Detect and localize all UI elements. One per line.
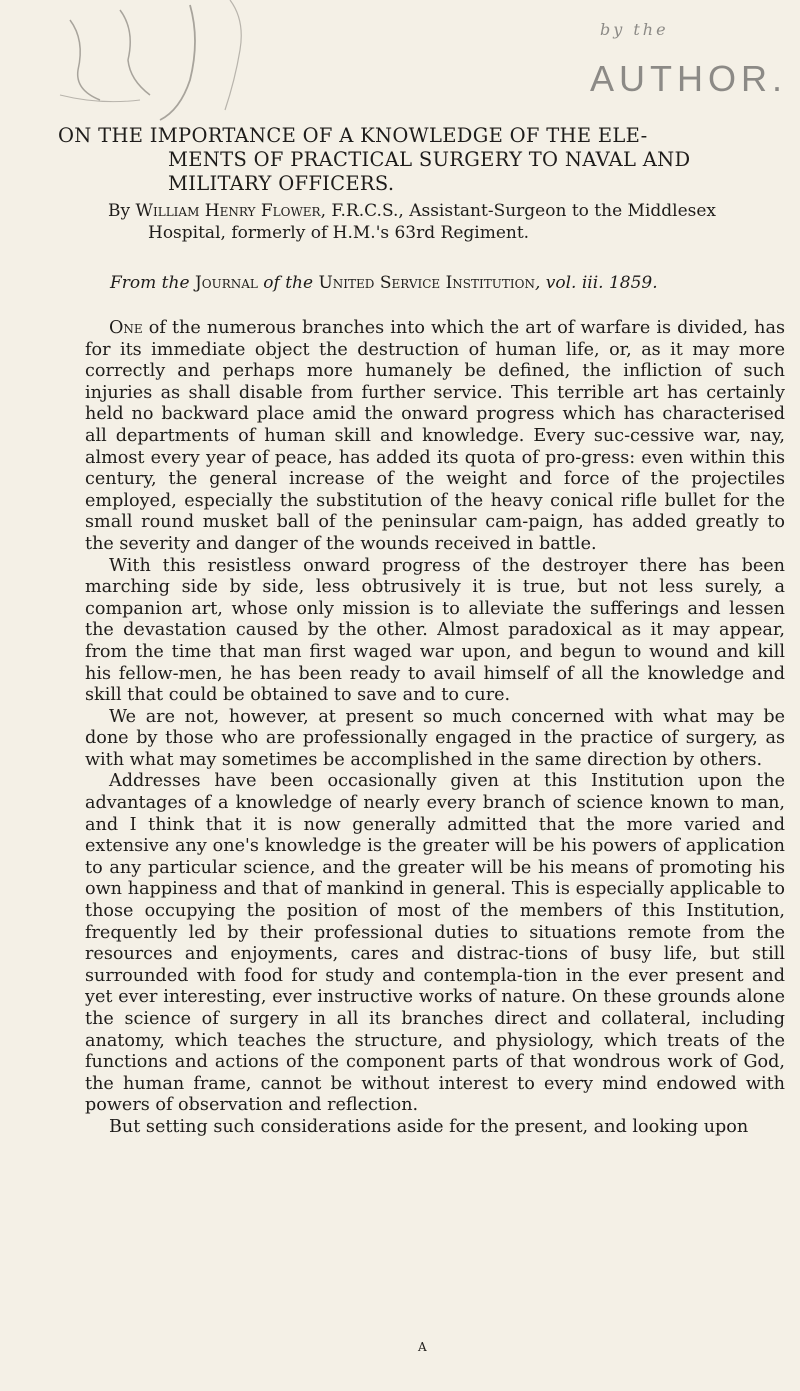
title-line-3: MILITARY OFFICERS. [168,172,395,195]
author-byline [108,200,788,244]
source-volume: , vol. iii. 1859. [534,273,658,293]
source-journal: Journal [194,273,258,293]
paragraph-5: But setting such considerations aside for the present, and looking upon [109,1116,749,1137]
inscription-author: AUTHOR. [590,58,787,99]
byline-author: William Henry Flower [135,201,321,221]
article-title [58,124,758,196]
byline-prefix: By [108,201,131,221]
signature-mark: A [418,1340,427,1354]
source-institution: United Service Institution [318,273,535,293]
paragraph-1-first-word: One [109,318,143,338]
paragraph-1 [85,318,785,556]
handwritten-inscription [505,18,795,108]
paragraph-2: With this resistless onward progress of the destroyer there has been marching side by side, less obtrusively it is true, but not less surely, a companion art, whose only mission is to alleviate the sufferings and lessen the devastation caused by the other. Almost paradoxical as it may appear, from the time that man first waged war upon, and begun to wound and kill his fellow-men, he has been ready to avail himself of all the knowledge and skill that could be obtained to save and to cure. [85,555,785,706]
source-of-the: of the [263,273,314,293]
byline-line-2: Hospital, formerly of H.M.'s 63rd Regiment. [148,223,530,243]
paragraph-3: We are not, however, at present so much concerned with what may be done by those who are professionally engaged in the practice of surgery, as with what may sometimes be accomplished in the same direction by others. [85,706,785,770]
paragraph-4: Addresses have been occasionally given at this Institution upon the advantages of a knowledge of nearly every branch of science known to man, and I think that it is now generally admitted that the more varied and extensive any one's knowledge is the greater will be his powers of application to any particular science, and the greater will be his means of promoting his own happiness and that of mankind in general. This is especially applicable to those occupying the position of most of the members of this Institution, frequently led by their professional duties to situations remote from the resources and enjoyments, cares and distrac-tions of busy life, but still surrounded with food for study and contempla-tion in the ever present and yet ever interesting, ever instructive works of nature. On these grounds alone the science of surgery in all its branches direct and collateral, including anatomy, which teaches the structure, and physiology, which treats of the functions and actions of the component parts of that wondrous work of God, the human frame, cannot be without interest to every mind endowed with powers of observation and reflection. [85,771,785,1116]
paragraph-1-text: of the numerous branches into which the art of warfare is divided, has for its immediate object the destruction of human life, or, as it may more correctly and perhaps more humanely be defined, the infliction of such injuries as shall disable from further service. This terrible art has certainly held no backward place amid the onward progress which has characterised all departments of human skill and knowledge. Every suc-cessive war, nay, almost every year of peace, has added its quota of pro-gress: even within this century, the general increase of the weight and force of the projectiles employed, especially the substitution of the heavy conical rifle bullet for the small round musket ball of the peninsular cam-paign, has added greatly to the severity and danger of the wounds received in battle. [85,318,785,554]
ink-marks-decoration [40,0,300,130]
inscription-by: by the [600,20,669,39]
source-from: From the [110,273,190,293]
title-line-2: MENTS OF PRACTICAL SURGERY TO NAVAL AND [168,148,691,171]
title-line-1: ON THE IMPORTANCE OF A KNOWLEDGE OF THE ELE- [58,124,648,147]
article-body [85,318,785,1139]
byline-credentials: , F.R.C.S., Assistant-Surgeon to the Middlesex [320,201,717,221]
source-citation [110,273,790,293]
